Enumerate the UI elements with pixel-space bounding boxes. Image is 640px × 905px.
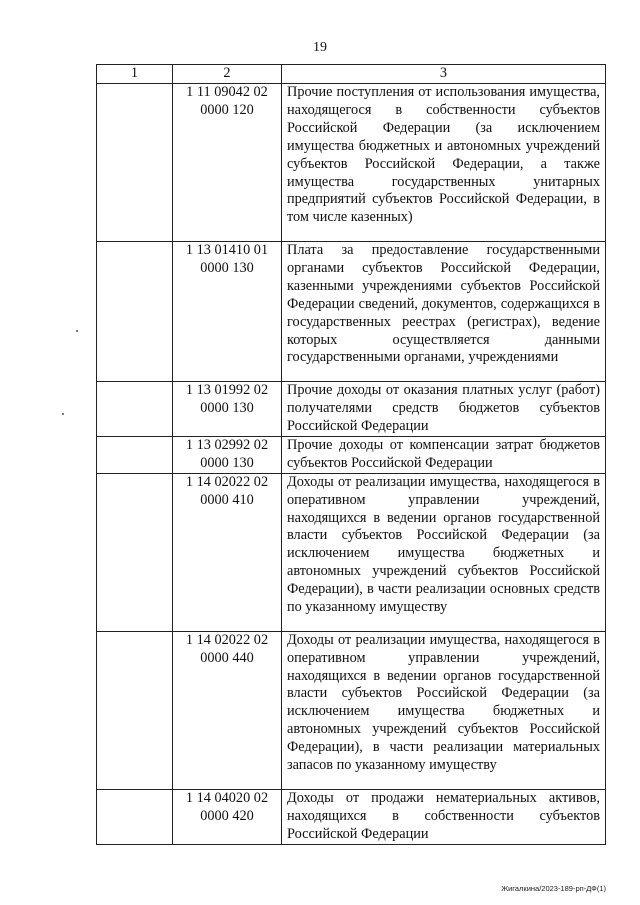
revenue-code-line2: 0000 410 — [200, 491, 254, 508]
revenue-code-line2: 0000 130 — [200, 259, 254, 276]
table-header-row — [97, 65, 606, 84]
table-row — [97, 84, 606, 242]
row-number-cell — [97, 473, 173, 631]
revenue-code-cell — [173, 242, 282, 382]
revenue-code-line2: 0000 130 — [200, 454, 254, 471]
table-row — [97, 436, 606, 473]
revenue-code-line1: 1 13 01410 01 — [185, 242, 269, 258]
revenue-description-cell: Прочие доходы от компенсации затрат бюджетов субъектов Российской Федерации — [282, 436, 606, 473]
table-row — [97, 631, 606, 789]
scan-speck — [62, 413, 64, 415]
table-row — [97, 382, 606, 437]
revenue-code-cell — [173, 631, 282, 789]
row-number-cell — [97, 84, 173, 242]
row-number-cell — [97, 436, 173, 473]
row-number-cell — [97, 242, 173, 382]
table-row — [97, 242, 606, 382]
revenue-code-line2: 0000 130 — [200, 399, 254, 416]
revenue-code-cell — [173, 84, 282, 242]
revenue-code-cell — [173, 789, 282, 844]
column-header-1: 1 — [97, 65, 173, 84]
revenue-description-cell: Доходы от продажи нематериальных активов, находящихся в собственности субъектов Российской Федерации — [282, 789, 606, 844]
column-header-2: 2 — [173, 65, 282, 84]
revenue-code-line1: 1 13 02992 02 — [185, 436, 269, 453]
revenue-code-line2: 0000 120 — [200, 101, 254, 118]
revenue-code-cell — [173, 382, 282, 437]
column-header-3: 3 — [282, 65, 606, 84]
row-number-cell — [97, 631, 173, 789]
revenue-description-cell: Доходы от реализации имущества, находящегося в оперативном управлении учреждений, находящихся в ведении органов государственной власти субъектов Российской Федерации (за исключением имущества бюджетных и автономных учреждений субъектов Российской Федерации), в части реализации основных средств по указанному имуществу — [282, 473, 606, 631]
revenue-codes-table — [96, 64, 606, 845]
document-footer-reference: Жигалкина/2023-189-рп-ДФ(1) — [501, 884, 606, 893]
revenue-code-line1: 1 14 04020 02 — [185, 789, 269, 806]
revenue-code-line1: 1 14 02022 02 — [185, 631, 269, 648]
revenue-code-line2: 0000 440 — [200, 649, 254, 666]
row-number-cell — [97, 789, 173, 844]
revenue-description-cell: Доходы от реализации имущества, находящегося в оперативном управлении учреждений, находящихся в ведении органов государственной власти субъектов Российской Федерации (за исключением имущества бюджетных и автономных учреждений субъектов Российской Федерации), в части реализации материальных запасов по указанному имуществу — [282, 631, 606, 789]
revenue-code-cell — [173, 473, 282, 631]
revenue-code-line2: 0000 420 — [200, 807, 254, 824]
row-number-cell — [97, 382, 173, 437]
table-row — [97, 473, 606, 631]
revenue-code-line1: 1 13 01992 02 — [185, 382, 269, 398]
table-row — [97, 789, 606, 844]
page-number: 19 — [313, 40, 327, 55]
revenue-description-cell: Прочие доходы от оказания платных услуг (работ) получателями средств бюджетов субъектов Российской Федерации — [282, 382, 606, 437]
revenue-description-cell: Плата за предоставление государственными органами субъектов Российской Федерации, казенными учреждениями субъектов Российской Федерации сведений, документов, содержащихся в государственных реестрах (регистрах), ведение которых осуществляется данными государственными органами, учреждениями — [282, 242, 606, 382]
revenue-description-cell: Прочие поступления от использования имущества, находящегося в собственности субъектов Российской Федерации (за исключением имущества бюджетных и автономных учреждений субъектов Российской Федерации, а также имущества государственных унитарных предприятий субъектов Российской Федерации, в том числе казенных) — [282, 84, 606, 242]
scan-speck — [76, 330, 78, 332]
revenue-code-cell — [173, 436, 282, 473]
revenue-code-line1: 1 14 02022 02 — [185, 473, 269, 490]
revenue-code-line1: 1 11 09042 02 — [186, 84, 268, 100]
